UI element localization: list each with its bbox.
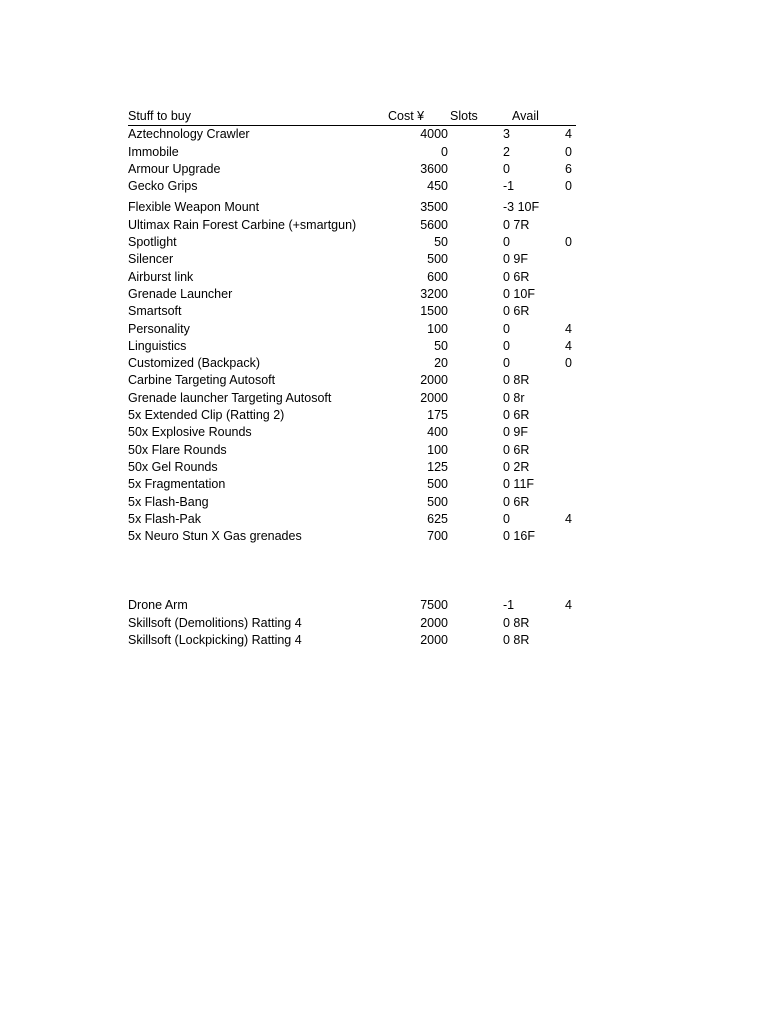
table-row: [128, 615, 576, 632]
item-name: Skillsoft (Demolitions) Ratting 4: [128, 615, 302, 630]
item-slots: 0 6R: [503, 442, 530, 457]
item-slots: 0 8r: [503, 390, 525, 405]
table-row: [128, 597, 576, 614]
item-cost: 4000: [420, 127, 448, 142]
item-name: Armour Upgrade: [128, 161, 221, 176]
table-row: [128, 338, 576, 355]
item-name: Smartsoft: [128, 304, 182, 319]
item-name: Linguistics: [128, 338, 187, 353]
item-cost: 500: [427, 477, 448, 492]
item-name: 50x Gel Rounds: [128, 459, 218, 474]
item-avail: 0: [565, 356, 572, 371]
item-slots: 0: [503, 338, 510, 353]
table-row: [128, 424, 576, 441]
item-avail: 0: [565, 144, 572, 159]
table-row: [128, 528, 576, 545]
item-slots: 0 9F: [503, 252, 529, 267]
table-row: [128, 494, 576, 511]
item-name: Spotlight: [128, 235, 177, 250]
item-slots: 0: [503, 161, 510, 176]
item-slots: 0: [503, 511, 510, 526]
table-row: [128, 459, 576, 476]
item-name: Drone Arm: [128, 598, 188, 613]
item-slots: 0 6R: [503, 304, 530, 319]
header-avail: Avail: [512, 109, 539, 123]
item-name: Grenade Launcher: [128, 286, 233, 301]
item-name: 50x Explosive Rounds: [128, 425, 252, 440]
item-cost: 500: [427, 252, 448, 267]
item-slots: 2: [503, 144, 510, 159]
item-cost: 2000: [420, 373, 448, 388]
table-row: [128, 178, 576, 195]
header-item: Stuff to buy: [128, 109, 192, 123]
item-name: 5x Extended Clip (Ratting 2): [128, 408, 285, 423]
table-row: [128, 442, 576, 459]
table-body: [128, 126, 576, 649]
item-avail: 0: [565, 235, 572, 250]
item-cost: 50: [434, 338, 448, 353]
item-name: Flexible Weapon Mount: [128, 200, 260, 215]
item-slots: 0 6R: [503, 408, 530, 423]
item-cost: 100: [427, 442, 448, 457]
table-row: [128, 199, 576, 216]
table-row: [128, 269, 576, 286]
item-slots: 0 16F: [503, 529, 535, 544]
item-cost: 400: [427, 425, 448, 440]
item-cost: 700: [427, 529, 448, 544]
header-slots: Slots: [450, 109, 478, 123]
item-avail: 4: [565, 598, 572, 613]
item-name: Aztechnology Crawler: [128, 127, 250, 142]
item-cost: 3500: [420, 200, 448, 215]
item-avail: 4: [565, 338, 572, 353]
item-slots: 0: [503, 356, 510, 371]
item-name: Personality: [128, 321, 190, 336]
item-slots: -1: [503, 598, 515, 613]
item-cost: 625: [427, 511, 448, 526]
item-cost: 20: [434, 356, 448, 371]
item-name: Immobile: [128, 144, 179, 159]
header-cost: Cost ¥: [388, 109, 425, 123]
item-slots: 0 6R: [503, 494, 530, 509]
item-name: Skillsoft (Lockpicking) Ratting 4: [128, 633, 302, 648]
item-cost: 1500: [420, 304, 448, 319]
table-row: [128, 511, 576, 528]
item-cost: 5600: [420, 217, 448, 232]
table-row: [128, 321, 576, 338]
item-name: 5x Fragmentation: [128, 477, 226, 492]
item-slots: 0 8R: [503, 615, 530, 630]
item-name: Grenade launcher Targeting Autosoft: [128, 390, 332, 405]
table-row: [128, 476, 576, 493]
table-row: [128, 390, 576, 407]
table-row: [128, 144, 576, 161]
table-row: [128, 632, 576, 649]
item-cost: 600: [427, 269, 448, 284]
item-cost: 0: [441, 144, 448, 159]
item-name: Ultimax Rain Forest Carbine (+smartgun): [128, 217, 357, 232]
table-row: [128, 234, 576, 251]
item-cost: 100: [427, 321, 448, 336]
item-cost: 175: [427, 408, 448, 423]
item-cost: 450: [427, 179, 448, 194]
table-row: [128, 126, 576, 143]
table-row: [128, 355, 576, 372]
table-row: [128, 161, 576, 178]
item-slots: 0 8R: [503, 373, 530, 388]
item-slots: 0 7R: [503, 217, 530, 232]
item-cost: 125: [427, 459, 448, 474]
item-name: 50x Flare Rounds: [128, 442, 227, 457]
table-row: [128, 303, 576, 320]
item-cost: 7500: [420, 598, 448, 613]
item-avail: 4: [565, 127, 572, 142]
item-slots: -1: [503, 179, 515, 194]
table-row: [128, 251, 576, 268]
item-slots: 0 8R: [503, 633, 530, 648]
item-name: Silencer: [128, 252, 174, 267]
item-slots: 3: [503, 127, 510, 142]
table-row: [128, 217, 576, 234]
item-cost: 50: [434, 235, 448, 250]
item-name: Airburst link: [128, 269, 194, 284]
table-row: [128, 286, 576, 303]
item-slots: 0 9F: [503, 425, 529, 440]
item-slots: 0 2R: [503, 459, 530, 474]
item-avail: 6: [565, 161, 572, 176]
table-row: [128, 372, 576, 389]
item-cost: 2000: [420, 633, 448, 648]
table-header-row: [128, 108, 576, 126]
item-name: 5x Neuro Stun X Gas grenades: [128, 529, 302, 544]
item-cost: 2000: [420, 615, 448, 630]
item-slots: 0 10F: [503, 286, 535, 301]
item-name: Gecko Grips: [128, 179, 198, 194]
item-avail: 4: [565, 321, 572, 336]
item-cost: 500: [427, 494, 448, 509]
item-avail: 4: [565, 511, 572, 526]
item-name: Customized (Backpack): [128, 356, 260, 371]
item-slots: 0 6R: [503, 269, 530, 284]
item-cost: 2000: [420, 390, 448, 405]
table-row: [128, 407, 576, 424]
item-slots: 0: [503, 235, 510, 250]
item-name: Carbine Targeting Autosoft: [128, 373, 276, 388]
shopping-list-sheet: [128, 108, 576, 649]
item-avail: 0: [565, 179, 572, 194]
item-cost: 3600: [420, 161, 448, 176]
item-slots: -3 10F: [503, 200, 540, 215]
item-name: 5x Flash-Pak: [128, 511, 201, 526]
item-slots: 0 11F: [503, 477, 535, 492]
item-slots: 0: [503, 321, 510, 336]
item-cost: 3200: [420, 286, 448, 301]
item-name: 5x Flash-Bang: [128, 494, 209, 509]
